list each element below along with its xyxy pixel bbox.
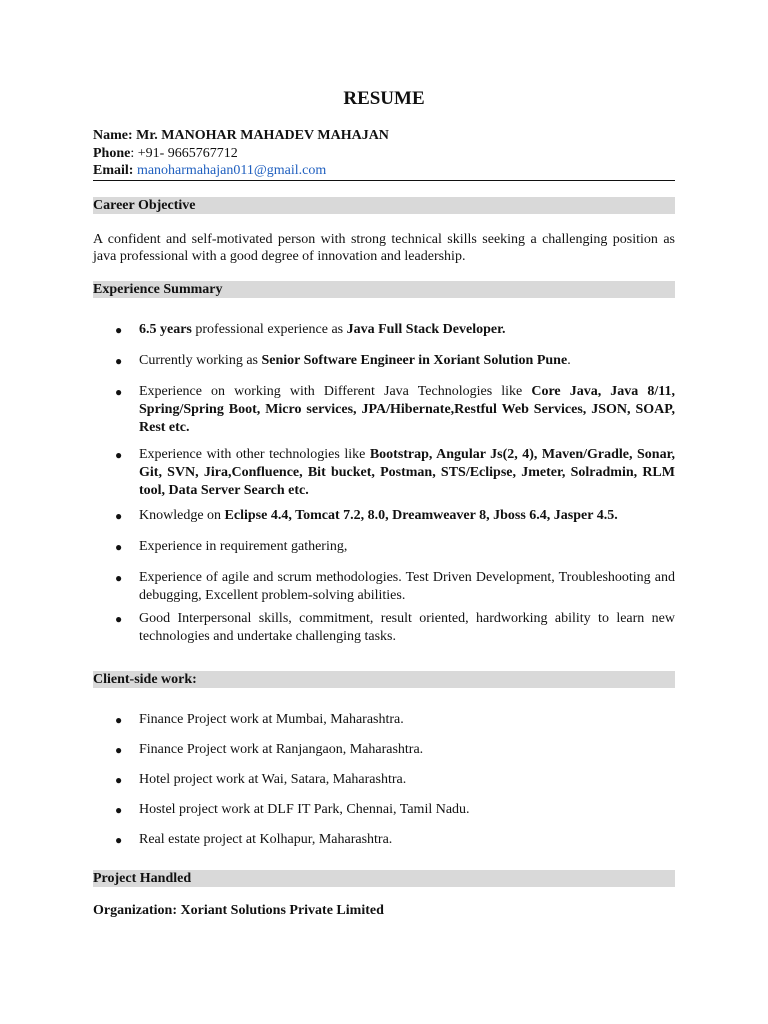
career-objective-text: A confident and self-motivated person with strong technical skills seeking a challenging position as java professional with a good degree of innovation and leadership. (93, 232, 675, 264)
bullet-icon: ● (115, 385, 123, 399)
bullet-icon: ● (115, 448, 123, 462)
email-label: Email: (93, 163, 134, 178)
client-work-text: Finance Project work at Mumbai, Maharashtra. (139, 712, 404, 727)
experience-item (93, 446, 675, 500)
phone-line (93, 145, 675, 163)
bullet-icon: ● (115, 743, 123, 757)
client-side-work-heading: Client-side work: (93, 671, 675, 688)
bullet-icon: ● (115, 509, 123, 523)
bullet-icon: ● (115, 571, 123, 585)
bullet-icon: ● (115, 323, 123, 337)
experience-item (93, 507, 675, 525)
text: Good Interpersonal skills, commitment, result oriented, hardworking ability to learn new technologies and undertake challenging tasks. (139, 611, 675, 644)
text: Experience in requirement gathering, (139, 539, 348, 554)
client-work-text: Real estate project at Kolhapur, Maharashtra. (139, 832, 393, 847)
bullet-icon: ● (115, 833, 123, 847)
text: Experience with other technologies like (139, 447, 370, 462)
name-label: Name: (93, 128, 133, 143)
text: Experience of agile and scrum methodologies. Test Driven Development, Troubleshooting and debugging, Excellent problem-solving abilities. (139, 570, 675, 603)
text: . (567, 353, 571, 368)
client-work-item (93, 741, 675, 759)
phone-value: : +91- 9665767712 (130, 145, 238, 161)
bullet-icon: ● (115, 803, 123, 817)
bold-text: Core Java, Java 8/11, Spring/Spring Boot, Micro services, JPA/Hibernate,Restful Web Services, JSON, SOAP, Rest etc. (139, 384, 675, 435)
client-work-item (93, 801, 675, 819)
client-work-text: Hotel project work at Wai, Satara, Maharashtra. (139, 772, 407, 787)
experience-item (93, 610, 675, 646)
organization-line: Organization: Xoriant Solutions Private Limited (93, 903, 384, 918)
bold-text: 6.5 years (139, 322, 192, 337)
resume-title: RESUME (343, 88, 425, 109)
experience-item (93, 383, 675, 437)
bullet-icon: ● (115, 354, 123, 368)
client-work-item (93, 711, 675, 729)
experience-item (93, 538, 675, 556)
email-link[interactable]: manoharmahajan011@gmail.com (136, 163, 327, 178)
client-work-text: Hostel project work at DLF IT Park, Chennai, Tamil Nadu. (139, 802, 470, 817)
client-work-item (93, 771, 675, 789)
project-handled-heading: Project Handled (93, 870, 675, 887)
text: Knowledge on (139, 508, 225, 523)
experience-summary-heading: Experience Summary (93, 281, 675, 298)
contact-block (93, 127, 675, 180)
header-divider (93, 180, 675, 181)
experience-item (93, 321, 675, 339)
client-side-work-list (93, 711, 675, 861)
phone-label: Phone (93, 145, 131, 161)
experience-item (93, 569, 675, 605)
bold-text: Senior Software Engineer in Xoriant Solution Pune (261, 353, 568, 368)
experience-item (93, 352, 675, 370)
career-objective-heading: Career Objective (93, 197, 675, 214)
bullet-icon: ● (115, 773, 123, 787)
bullet-icon: ● (115, 713, 123, 727)
text: Currently working as (139, 353, 262, 368)
bold-text: Java Full Stack Developer. (346, 322, 506, 337)
bold-text: Eclipse 4.4, Tomcat 7.2, 8.0, Dreamweaver 8, Jboss 6.4, Jasper 4.5. (224, 508, 618, 523)
text: Experience on working with Different Java Technologies like (139, 384, 532, 399)
experience-summary-list (93, 321, 675, 646)
text: professional experience as (191, 322, 347, 337)
bullet-icon: ● (115, 612, 123, 626)
email-line (93, 162, 675, 180)
bold-text: Bootstrap, Angular Js(2, 4), Maven/Gradle, Sonar, Git, SVN, Jira,Confluence, Bit bucket, Postman, STS/Eclipse, Jmeter, Solradmin, RLM tool, Data Server Search etc. (139, 447, 675, 498)
client-work-item (93, 831, 675, 849)
name-line (93, 127, 675, 145)
client-work-text: Finance Project work at Ranjangaon, Maharashtra. (139, 742, 424, 757)
bullet-icon: ● (115, 540, 123, 554)
name-value: Mr. MANOHAR MAHADEV MAHAJAN (136, 128, 389, 143)
